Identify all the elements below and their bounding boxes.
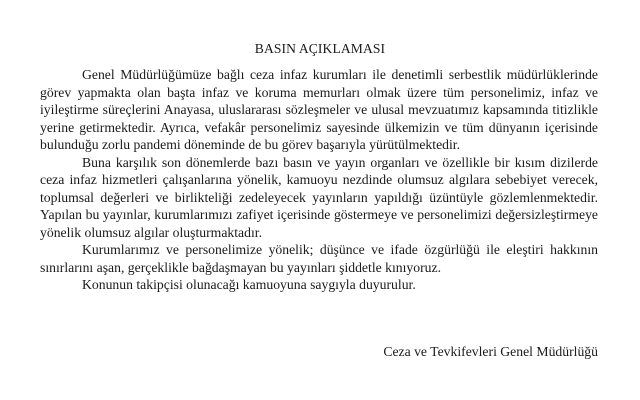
signature: Ceza ve Tevkifevleri Genel Müdürlüğü xyxy=(383,344,598,359)
paragraph-closing: Konunun takipçisi olunacağı kamuoyuna saygıyla duyurulur. xyxy=(82,277,416,292)
document-body xyxy=(40,66,598,294)
paragraph-concern: Buna karşılık son dönemlerde bazı basın ve yayın organları ve özellikle bir kısım dizilerde ceza infaz hizmetleri çalışanlarına yönelik, kamuoyu nezdinde olumsuz algılara sebebiyet verecek, toplumsal değerleri ve birlikteliği zedeleyecek yayınların yapıldığı üzüntüyle gözlemlenmektedir. Yapılan bu yayınlar, kurumlarımızı zafiyet içerisinde göstermeye ve personelimizi değersizleştirmeye yönelik olumsuz algılar oluşturmaktadır. xyxy=(40,154,598,240)
paragraph-intro: Genel Müdürlüğümüze bağlı ceza infaz kurumları ile denetimli serbestlik müdürlüklerinde görev yapmakta olan başta infaz ve koruma memurları olmak üzere tüm personelimiz, infaz ve iyileştirme süreçlerini Anayasa, uluslararası sözleşmeler ve ulusal mevzuatımız kapsamında titizlikle yerine getirmektedir. Ayrıca, vefakâr personelimiz sayesinde ülkemizin ve tüm dünyanın içerisinde bulunduğu zorlu pandemi döneminde de bu görev başarıyla yürütülmektedir. xyxy=(40,67,598,152)
paragraph-condemnation: Kurumlarımız ve personelimize yönelik; düşünce ve ifade özgürlüğü ile eleştiri hakkının sınırlarını aşan, gerçeklikle bağdaşmayan bu yayınları şiddetle kınıyoruz. xyxy=(40,242,598,275)
document-title: BASIN AÇIKLAMASI xyxy=(254,41,386,56)
